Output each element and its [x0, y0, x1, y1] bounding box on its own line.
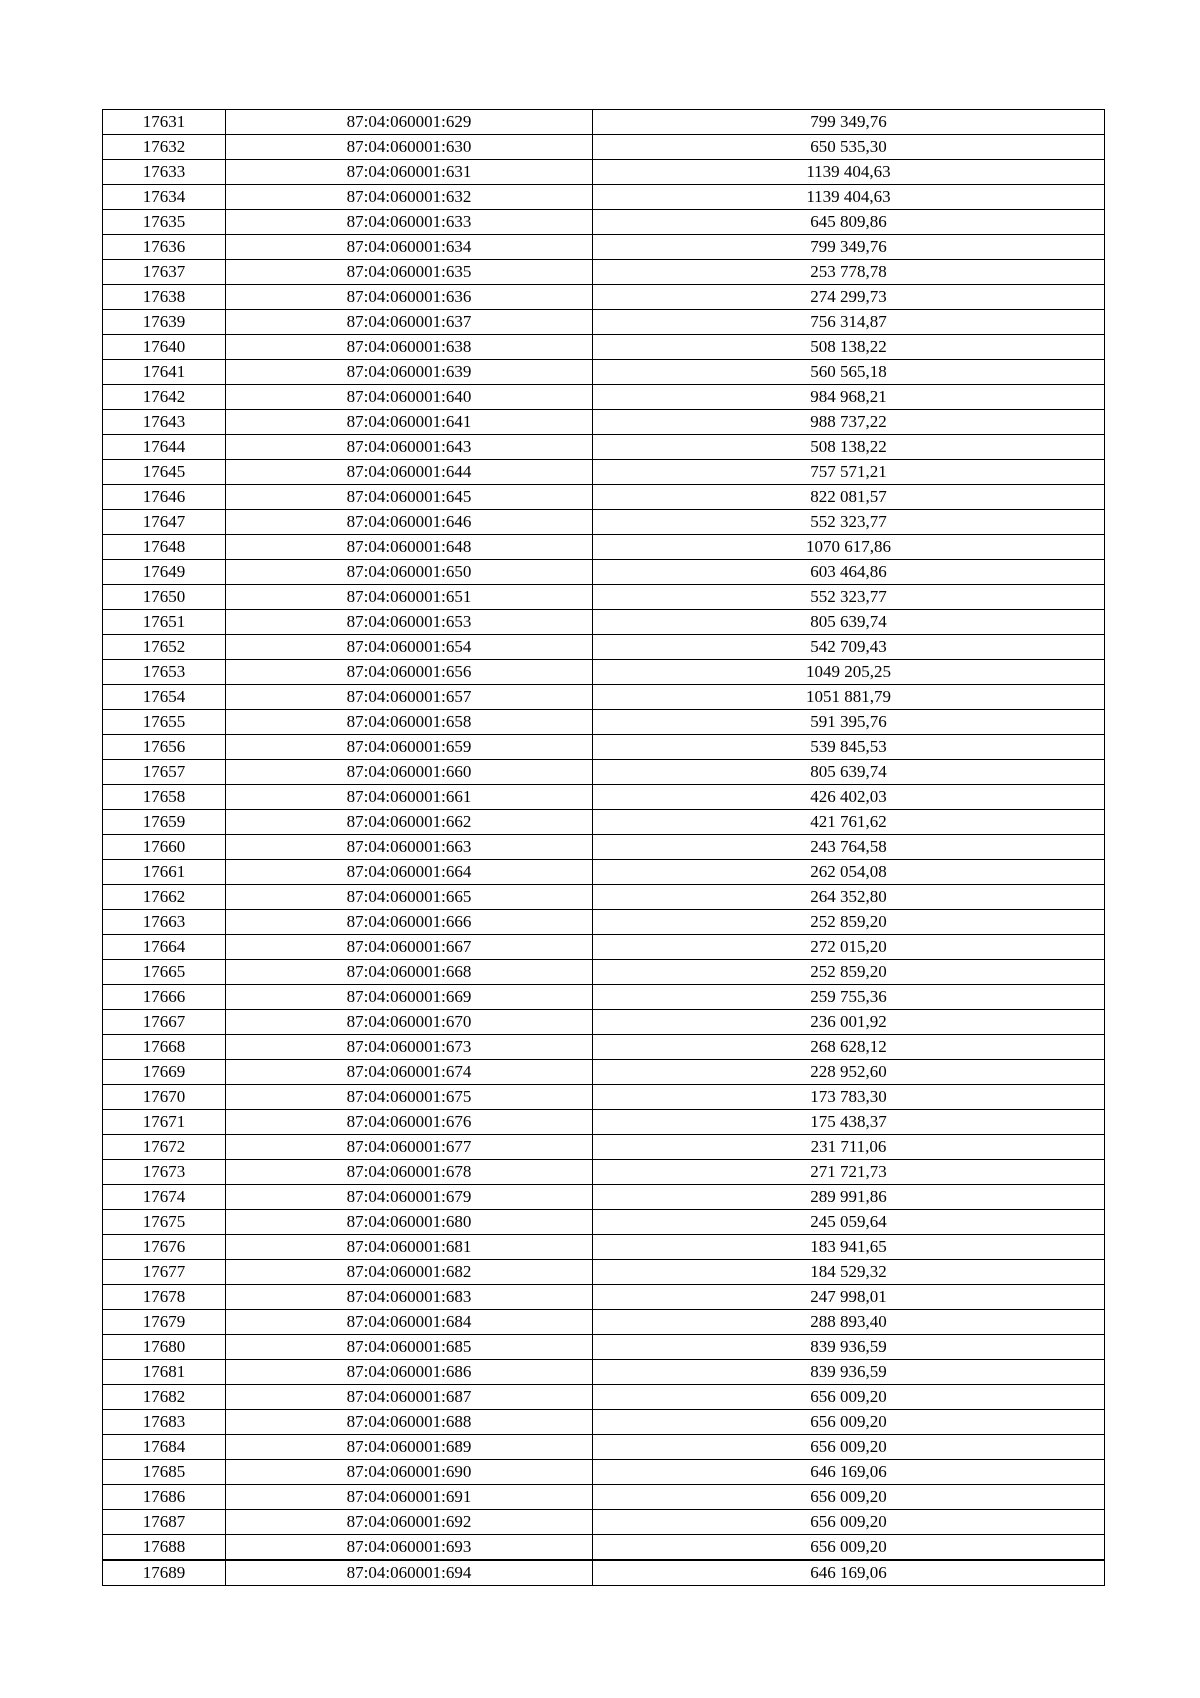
table-row — [103, 860, 1105, 885]
row-number-cell: 17642 — [103, 385, 226, 410]
cadastral-number-cell: 87:04:060001:639 — [226, 360, 593, 385]
row-number-cell: 17661 — [103, 860, 226, 885]
cadastral-number-cell: 87:04:060001:638 — [226, 335, 593, 360]
cadastral-number-cell: 87:04:060001:685 — [226, 1335, 593, 1360]
cadastral-value-cell: 1051 881,79 — [593, 685, 1105, 710]
cadastral-value-cell: 245 059,64 — [593, 1210, 1105, 1235]
cadastral-value-cell: 756 314,87 — [593, 310, 1105, 335]
cadastral-value-cell: 1139 404,63 — [593, 160, 1105, 185]
cadastral-number-cell: 87:04:060001:629 — [226, 110, 593, 135]
table-row — [103, 760, 1105, 785]
cadastral-value-cell: 805 639,74 — [593, 760, 1105, 785]
cadastral-value-cell: 236 001,92 — [593, 1010, 1105, 1035]
table-row — [103, 260, 1105, 285]
table-row — [103, 1360, 1105, 1385]
cadastral-value-cell: 988 737,22 — [593, 410, 1105, 435]
cadastral-number-cell: 87:04:060001:681 — [226, 1235, 593, 1260]
table-row — [103, 610, 1105, 635]
table-row — [103, 1085, 1105, 1110]
cadastral-number-cell: 87:04:060001:690 — [226, 1460, 593, 1485]
row-number-cell: 17637 — [103, 260, 226, 285]
cadastral-value-cell: 1139 404,63 — [593, 185, 1105, 210]
cadastral-value-cell: 646 169,06 — [593, 1460, 1105, 1485]
table-row — [103, 210, 1105, 235]
table-row — [103, 1485, 1105, 1510]
cadastral-number-cell: 87:04:060001:677 — [226, 1135, 593, 1160]
row-number-cell: 17631 — [103, 110, 226, 135]
table-row — [103, 360, 1105, 385]
row-number-cell: 17674 — [103, 1185, 226, 1210]
cadastral-value-cell: 984 968,21 — [593, 385, 1105, 410]
cadastral-number-cell: 87:04:060001:692 — [226, 1510, 593, 1535]
cadastral-value-cell: 253 778,78 — [593, 260, 1105, 285]
cadastral-number-cell: 87:04:060001:691 — [226, 1485, 593, 1510]
row-number-cell: 17688 — [103, 1535, 226, 1561]
row-number-cell: 17663 — [103, 910, 226, 935]
table-row — [103, 435, 1105, 460]
cadastral-value-cell: 252 859,20 — [593, 960, 1105, 985]
row-number-cell: 17678 — [103, 1285, 226, 1310]
cadastral-value-cell: 656 009,20 — [593, 1510, 1105, 1535]
cadastral-number-cell: 87:04:060001:660 — [226, 760, 593, 785]
cadastral-value-cell: 656 009,20 — [593, 1435, 1105, 1460]
cadastral-value-cell: 805 639,74 — [593, 610, 1105, 635]
table-row — [103, 1135, 1105, 1160]
cadastral-value-cell: 656 009,20 — [593, 1410, 1105, 1435]
table-row — [103, 1185, 1105, 1210]
cadastral-value-table — [102, 109, 1105, 1586]
row-number-cell: 17634 — [103, 185, 226, 210]
cadastral-number-cell: 87:04:060001:630 — [226, 135, 593, 160]
row-number-cell: 17679 — [103, 1310, 226, 1335]
cadastral-number-cell: 87:04:060001:658 — [226, 710, 593, 735]
row-number-cell: 17671 — [103, 1110, 226, 1135]
cadastral-number-cell: 87:04:060001:673 — [226, 1035, 593, 1060]
cadastral-value-cell: 231 711,06 — [593, 1135, 1105, 1160]
table-row — [103, 135, 1105, 160]
cadastral-value-cell: 243 764,58 — [593, 835, 1105, 860]
row-number-cell: 17677 — [103, 1260, 226, 1285]
cadastral-value-cell: 656 009,20 — [593, 1385, 1105, 1410]
row-number-cell: 17656 — [103, 735, 226, 760]
cadastral-number-cell: 87:04:060001:662 — [226, 810, 593, 835]
table-row — [103, 1560, 1105, 1586]
row-number-cell: 17633 — [103, 160, 226, 185]
cadastral-number-cell: 87:04:060001:687 — [226, 1385, 593, 1410]
table-row — [103, 1160, 1105, 1185]
row-number-cell: 17652 — [103, 635, 226, 660]
cadastral-value-cell: 799 349,76 — [593, 235, 1105, 260]
cadastral-value-cell: 1070 617,86 — [593, 535, 1105, 560]
table-row — [103, 510, 1105, 535]
cadastral-number-cell: 87:04:060001:650 — [226, 560, 593, 585]
cadastral-value-cell: 552 323,77 — [593, 585, 1105, 610]
table-row — [103, 1510, 1105, 1535]
table-row — [103, 585, 1105, 610]
cadastral-number-cell: 87:04:060001:676 — [226, 1110, 593, 1135]
cadastral-number-cell: 87:04:060001:631 — [226, 160, 593, 185]
cadastral-value-cell: 268 628,12 — [593, 1035, 1105, 1060]
table-row — [103, 935, 1105, 960]
cadastral-number-cell: 87:04:060001:665 — [226, 885, 593, 910]
row-number-cell: 17641 — [103, 360, 226, 385]
table-row — [103, 1285, 1105, 1310]
row-number-cell: 17665 — [103, 960, 226, 985]
row-number-cell: 17646 — [103, 485, 226, 510]
row-number-cell: 17648 — [103, 535, 226, 560]
cadastral-number-cell: 87:04:060001:689 — [226, 1435, 593, 1460]
table-row — [103, 485, 1105, 510]
table-row — [103, 285, 1105, 310]
table-row — [103, 110, 1105, 135]
row-number-cell: 17669 — [103, 1060, 226, 1085]
cadastral-value-cell: 259 755,36 — [593, 985, 1105, 1010]
row-number-cell: 17666 — [103, 985, 226, 1010]
table-row — [103, 1385, 1105, 1410]
row-number-cell: 17681 — [103, 1360, 226, 1385]
cadastral-value-cell: 271 721,73 — [593, 1160, 1105, 1185]
cadastral-value-cell: 656 009,20 — [593, 1535, 1105, 1561]
table-row — [103, 960, 1105, 985]
table-row — [103, 535, 1105, 560]
cadastral-value-cell: 542 709,43 — [593, 635, 1105, 660]
cadastral-number-cell: 87:04:060001:659 — [226, 735, 593, 760]
cadastral-number-cell: 87:04:060001:669 — [226, 985, 593, 1010]
cadastral-value-cell: 839 936,59 — [593, 1360, 1105, 1385]
row-number-cell: 17676 — [103, 1235, 226, 1260]
cadastral-number-cell: 87:04:060001:693 — [226, 1535, 593, 1561]
row-number-cell: 17657 — [103, 760, 226, 785]
cadastral-number-cell: 87:04:060001:657 — [226, 685, 593, 710]
cadastral-number-cell: 87:04:060001:640 — [226, 385, 593, 410]
table-row — [103, 1210, 1105, 1235]
row-number-cell: 17672 — [103, 1135, 226, 1160]
table-row — [103, 710, 1105, 735]
row-number-cell: 17632 — [103, 135, 226, 160]
row-number-cell: 17659 — [103, 810, 226, 835]
table-row — [103, 235, 1105, 260]
cadastral-number-cell: 87:04:060001:678 — [226, 1160, 593, 1185]
cadastral-number-cell: 87:04:060001:668 — [226, 960, 593, 985]
cadastral-number-cell: 87:04:060001:684 — [226, 1310, 593, 1335]
cadastral-value-cell: 421 761,62 — [593, 810, 1105, 835]
table-row — [103, 335, 1105, 360]
row-number-cell: 17685 — [103, 1460, 226, 1485]
cadastral-value-cell: 757 571,21 — [593, 460, 1105, 485]
row-number-cell: 17686 — [103, 1485, 226, 1510]
cadastral-value-cell: 539 845,53 — [593, 735, 1105, 760]
row-number-cell: 17658 — [103, 785, 226, 810]
cadastral-number-cell: 87:04:060001:664 — [226, 860, 593, 885]
row-number-cell: 17684 — [103, 1435, 226, 1460]
cadastral-number-cell: 87:04:060001:661 — [226, 785, 593, 810]
cadastral-number-cell: 87:04:060001:645 — [226, 485, 593, 510]
table-row — [103, 1310, 1105, 1335]
table-row — [103, 460, 1105, 485]
table-row — [103, 1460, 1105, 1485]
table-row — [103, 185, 1105, 210]
cadastral-value-cell: 173 783,30 — [593, 1085, 1105, 1110]
table-row — [103, 735, 1105, 760]
cadastral-value-cell: 591 395,76 — [593, 710, 1105, 735]
table-row — [103, 910, 1105, 935]
table-row — [103, 1410, 1105, 1435]
cadastral-number-cell: 87:04:060001:688 — [226, 1410, 593, 1435]
cadastral-number-cell: 87:04:060001:641 — [226, 410, 593, 435]
cadastral-number-cell: 87:04:060001:670 — [226, 1010, 593, 1035]
row-number-cell: 17683 — [103, 1410, 226, 1435]
table-row — [103, 1010, 1105, 1035]
cadastral-value-cell: 1049 205,25 — [593, 660, 1105, 685]
cadastral-value-cell: 228 952,60 — [593, 1060, 1105, 1085]
row-number-cell: 17638 — [103, 285, 226, 310]
table-row — [103, 635, 1105, 660]
table-row — [103, 1260, 1105, 1285]
cadastral-number-cell: 87:04:060001:635 — [226, 260, 593, 285]
cadastral-value-cell: 650 535,30 — [593, 135, 1105, 160]
cadastral-number-cell: 87:04:060001:674 — [226, 1060, 593, 1085]
cadastral-number-cell: 87:04:060001:634 — [226, 235, 593, 260]
cadastral-number-cell: 87:04:060001:675 — [226, 1085, 593, 1110]
row-number-cell: 17662 — [103, 885, 226, 910]
table-row — [103, 1110, 1105, 1135]
row-number-cell: 17668 — [103, 1035, 226, 1060]
cadastral-number-cell: 87:04:060001:653 — [226, 610, 593, 635]
row-number-cell: 17635 — [103, 210, 226, 235]
row-number-cell: 17680 — [103, 1335, 226, 1360]
cadastral-value-cell: 264 352,80 — [593, 885, 1105, 910]
row-number-cell: 17651 — [103, 610, 226, 635]
table-row — [103, 985, 1105, 1010]
row-number-cell: 17643 — [103, 410, 226, 435]
cadastral-number-cell: 87:04:060001:694 — [226, 1560, 593, 1586]
cadastral-value-cell: 252 859,20 — [593, 910, 1105, 935]
table-row — [103, 885, 1105, 910]
cadastral-value-cell: 184 529,32 — [593, 1260, 1105, 1285]
cadastral-number-cell: 87:04:060001:646 — [226, 510, 593, 535]
cadastral-number-cell: 87:04:060001:637 — [226, 310, 593, 335]
cadastral-number-cell: 87:04:060001:667 — [226, 935, 593, 960]
cadastral-number-cell: 87:04:060001:633 — [226, 210, 593, 235]
table-row — [103, 1435, 1105, 1460]
row-number-cell: 17639 — [103, 310, 226, 335]
row-number-cell: 17670 — [103, 1085, 226, 1110]
table-row — [103, 385, 1105, 410]
cadastral-value-cell: 247 998,01 — [593, 1285, 1105, 1310]
cadastral-number-cell: 87:04:060001:654 — [226, 635, 593, 660]
table-row — [103, 660, 1105, 685]
table-row — [103, 1060, 1105, 1085]
row-number-cell: 17650 — [103, 585, 226, 610]
table-row — [103, 310, 1105, 335]
cadastral-value-cell: 603 464,86 — [593, 560, 1105, 585]
cadastral-value-cell: 839 936,59 — [593, 1335, 1105, 1360]
cadastral-number-cell: 87:04:060001:656 — [226, 660, 593, 685]
row-number-cell: 17689 — [103, 1560, 226, 1586]
cadastral-number-cell: 87:04:060001:663 — [226, 835, 593, 860]
cadastral-value-cell: 508 138,22 — [593, 335, 1105, 360]
cadastral-number-cell: 87:04:060001:648 — [226, 535, 593, 560]
row-number-cell: 17675 — [103, 1210, 226, 1235]
table-row — [103, 1035, 1105, 1060]
row-number-cell: 17682 — [103, 1385, 226, 1410]
cadastral-value-cell: 183 941,65 — [593, 1235, 1105, 1260]
cadastral-number-cell: 87:04:060001:643 — [226, 435, 593, 460]
table-row — [103, 785, 1105, 810]
table-row — [103, 1535, 1105, 1561]
cadastral-value-cell: 799 349,76 — [593, 110, 1105, 135]
cadastral-value-cell: 656 009,20 — [593, 1485, 1105, 1510]
cadastral-value-cell: 646 169,06 — [593, 1560, 1105, 1586]
cadastral-value-cell: 552 323,77 — [593, 510, 1105, 535]
row-number-cell: 17660 — [103, 835, 226, 860]
table-row — [103, 410, 1105, 435]
cadastral-value-cell: 508 138,22 — [593, 435, 1105, 460]
table-row — [103, 685, 1105, 710]
row-number-cell: 17673 — [103, 1160, 226, 1185]
row-number-cell: 17636 — [103, 235, 226, 260]
cadastral-number-cell: 87:04:060001:644 — [226, 460, 593, 485]
cadastral-value-cell: 262 054,08 — [593, 860, 1105, 885]
row-number-cell: 17687 — [103, 1510, 226, 1535]
cadastral-number-cell: 87:04:060001:636 — [226, 285, 593, 310]
cadastral-number-cell: 87:04:060001:683 — [226, 1285, 593, 1310]
cadastral-value-cell: 822 081,57 — [593, 485, 1105, 510]
cadastral-value-cell: 288 893,40 — [593, 1310, 1105, 1335]
row-number-cell: 17645 — [103, 460, 226, 485]
row-number-cell: 17640 — [103, 335, 226, 360]
row-number-cell: 17653 — [103, 660, 226, 685]
cadastral-value-cell: 274 299,73 — [593, 285, 1105, 310]
row-number-cell: 17664 — [103, 935, 226, 960]
cadastral-value-cell: 560 565,18 — [593, 360, 1105, 385]
table-row — [103, 560, 1105, 585]
cadastral-number-cell: 87:04:060001:680 — [226, 1210, 593, 1235]
table-row — [103, 835, 1105, 860]
table-body — [103, 110, 1105, 1586]
table-row — [103, 1235, 1105, 1260]
table-row — [103, 810, 1105, 835]
cadastral-number-cell: 87:04:060001:682 — [226, 1260, 593, 1285]
cadastral-value-cell: 426 402,03 — [593, 785, 1105, 810]
row-number-cell: 17644 — [103, 435, 226, 460]
table-row — [103, 160, 1105, 185]
cadastral-number-cell: 87:04:060001:666 — [226, 910, 593, 935]
cadastral-number-cell: 87:04:060001:632 — [226, 185, 593, 210]
cadastral-value-cell: 272 015,20 — [593, 935, 1105, 960]
cadastral-number-cell: 87:04:060001:679 — [226, 1185, 593, 1210]
cadastral-number-cell: 87:04:060001:686 — [226, 1360, 593, 1385]
cadastral-value-cell: 175 438,37 — [593, 1110, 1105, 1135]
row-number-cell: 17649 — [103, 560, 226, 585]
row-number-cell: 17647 — [103, 510, 226, 535]
cadastral-number-cell: 87:04:060001:651 — [226, 585, 593, 610]
table-row — [103, 1335, 1105, 1360]
row-number-cell: 17654 — [103, 685, 226, 710]
row-number-cell: 17655 — [103, 710, 226, 735]
cadastral-value-cell: 289 991,86 — [593, 1185, 1105, 1210]
cadastral-value-cell: 645 809,86 — [593, 210, 1105, 235]
row-number-cell: 17667 — [103, 1010, 226, 1035]
